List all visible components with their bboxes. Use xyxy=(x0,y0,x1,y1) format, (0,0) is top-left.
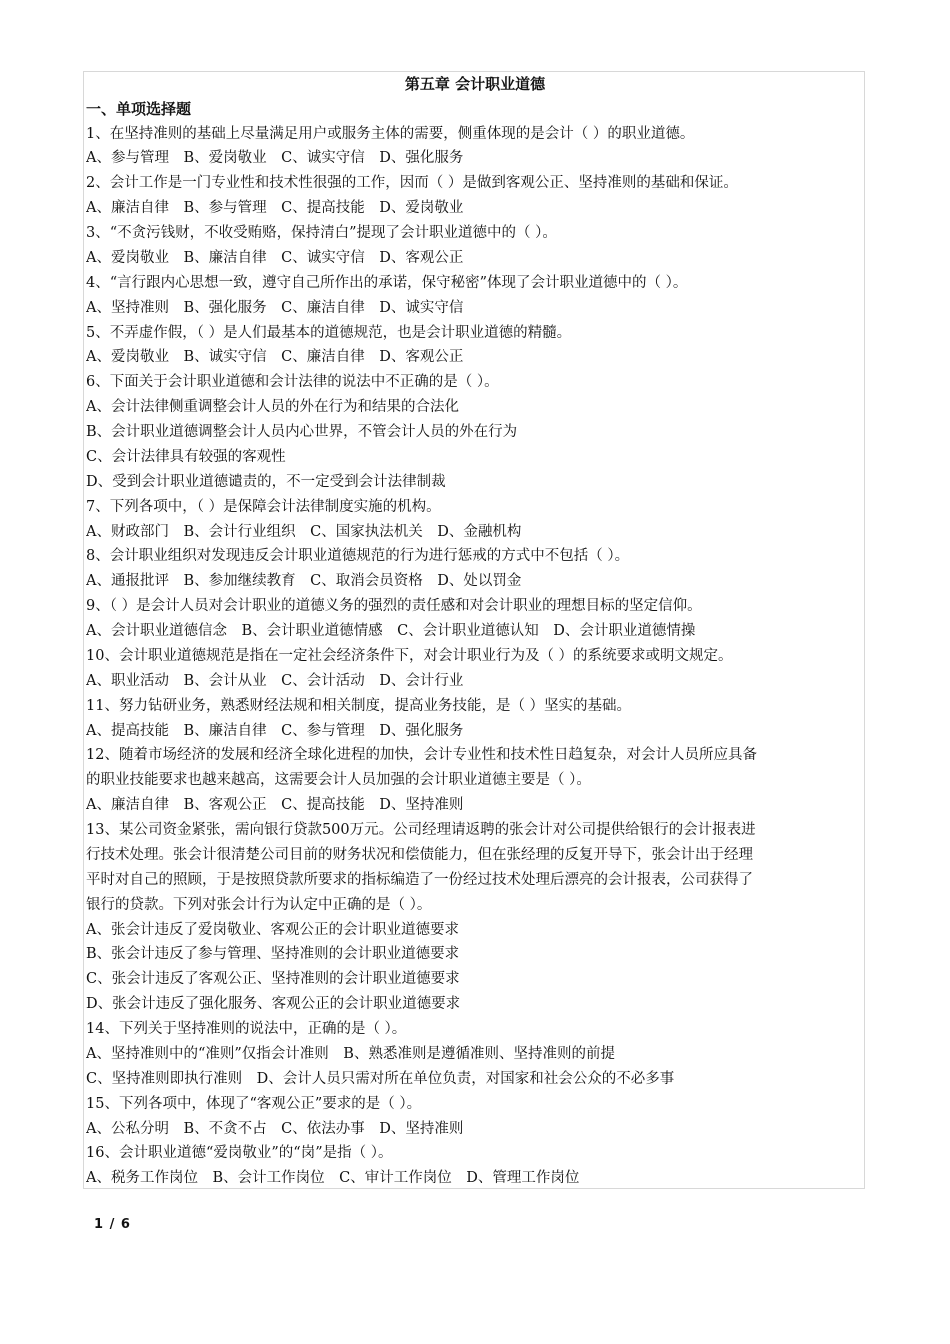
question-text-line: 行技术处理。张会计很清楚公司目前的财务状况和偿债能力，但在张经理的反复开导下，张会计出于经理 xyxy=(86,846,753,863)
question-text-line: 10、会计职业道德规范是指在一定社会经济条件下，对会计职业行为及（ ）的系统要求或明文规定。 xyxy=(86,647,733,664)
question-text-line: 5、不弄虚作假，（ ）是人们最基本的道德规范，也是会计职业道德的精髓。 xyxy=(86,324,572,341)
question-text-line: 15、下列各项中，体现了“客观公正”要求的是（ ）。 xyxy=(86,1095,422,1112)
question-text-line: 9、（ ）是会计人员对会计职业的道德义务的强烈的责任感和对会计职业的理想目标的坚定信仰。 xyxy=(86,598,702,615)
question-text-line: 3、“不贪污钱财，不收受贿赂，保持清白”提现了会计职业道德中的（ ）。 xyxy=(86,225,557,242)
answer-options-line: A、会计法律侧重调整会计人员的外在行为和结果的合法化 xyxy=(86,399,459,416)
answer-options-line: A、职业活动 B、会计从业 C、会计活动 D、会计行业 xyxy=(86,672,464,689)
section-heading: 一、单项选择题 xyxy=(86,100,192,118)
chapter-title: 第五章 会计职业道德 xyxy=(404,75,546,93)
answer-options-line: B、张会计违反了参与管理、坚持准则的会计职业道德要求 xyxy=(86,946,460,963)
answer-options-line: D、受到会计职业道德谴责的，不一定受到会计法律制裁 xyxy=(86,473,446,490)
answer-options-line: A、廉洁自律 B、参与管理 C、提高技能 D、爱岗敬业 xyxy=(86,200,464,217)
answer-options-line: C、坚持准则即执行准则 D、会计人员只需对所在单位负责，对国家和社会公众的不必多事 xyxy=(86,1070,675,1087)
question-text-line: 11、努力钻研业务，熟悉财经法规和相关制度，提高业务技能，是（ ）坚实的基础。 xyxy=(86,697,632,714)
answer-options-line: A、参与管理 B、爱岗敬业 C、诚实守信 D、强化服务 xyxy=(86,150,464,167)
question-text-line: 2、会计工作是一门专业性和技术性很强的工作，因而（ ）是做到客观公正、坚持准则的基础和保证。 xyxy=(86,175,738,192)
answer-options-line: C、张会计违反了客观公正、坚持准则的会计职业道德要求 xyxy=(86,971,460,988)
question-text-line: 16、会计职业道德“爱岗敬业”的“岗”是指（ ）。 xyxy=(86,1145,393,1162)
answer-options-line: A、提高技能 B、廉洁自律 C、参与管理 D、强化服务 xyxy=(86,722,464,739)
answer-options-line: A、爱岗敬业 B、廉洁自律 C、诚实守信 D、客观公正 xyxy=(86,249,464,266)
answer-options-line: A、廉洁自律 B、客观公正 C、提高技能 D、坚持准则 xyxy=(86,797,464,814)
question-text-line: 银行的贷款。下列对张会计行为认定中正确的是（ ）。 xyxy=(86,896,432,913)
question-text-line: 平时对自己的照顾，于是按照贷款所要求的指标编造了一份经过技术处理后漂亮的会计报表，公司获得了 xyxy=(86,871,753,888)
question-text-line: 4、“言行跟内心思想一致，遵守自己所作出的承诺，保守秘密”体现了会计职业道德中的（ ）。 xyxy=(86,274,688,291)
question-text-line: 的职业技能要求也越来越高，这需要会计人员加强的会计职业道德主要是（ ）。 xyxy=(86,772,591,789)
question-text-line: 14、下列关于坚持准则的说法中，正确的是（ ）。 xyxy=(86,1021,407,1038)
answer-options-line: A、财政部门 B、会计行业组织 C、国家执法机关 D、金融机构 xyxy=(86,523,522,540)
answer-options-line: A、张会计违反了爱岗敬业、客观公正的会计职业道德要求 xyxy=(86,921,459,938)
answer-options-line: A、通报批评 B、参加继续教育 C、取消会员资格 D、处以罚金 xyxy=(86,573,522,590)
question-text-line: 7、下列各项中，（ ）是保障会计法律制度实施的机构。 xyxy=(86,498,441,515)
answer-options-line: A、坚持准则中的“准则”仅指会计准则 B、熟悉准则是遵循准则、坚持准则的前提 xyxy=(86,1045,615,1062)
answer-options-line: C、会计法律具有较强的客观性 xyxy=(86,448,286,465)
answer-options-line: A、公私分明 B、不贪不占 C、依法办事 D、坚持准则 xyxy=(86,1120,464,1137)
page-number: 1 / 6 xyxy=(94,1217,131,1232)
answer-options-line: A、坚持准则 B、强化服务 C、廉洁自律 D、诚实守信 xyxy=(86,299,464,316)
answer-options-line: B、会计职业道德调整会计人员内心世界，不管会计人员的外在行为 xyxy=(86,424,518,441)
answer-options-line: D、张会计违反了强化服务、客观公正的会计职业道德要求 xyxy=(86,996,461,1013)
question-text-line: 1、在坚持准则的基础上尽量满足用户或服务主体的需要，侧重体现的是会计（ ）的职业道德。 xyxy=(86,125,695,142)
question-text-line: 6、下面关于会计职业道德和会计法律的说法中不正确的是（ ）。 xyxy=(86,374,499,391)
answer-options-line: A、会计职业道德信念 B、会计职业道德情感 C、会计职业道德认知 D、会计职业道德情操 xyxy=(86,623,696,640)
answer-options-line: A、税务工作岗位 B、会计工作岗位 C、审计工作岗位 D、管理工作岗位 xyxy=(86,1170,580,1187)
question-text-line: 12、随着市场经济的发展和经济全球化进程的加快，会计专业性和技术性日趋复杂，对会计人员所应具备 xyxy=(86,747,757,764)
answer-options-line: A、爱岗敬业 B、诚实守信 C、廉洁自律 D、客观公正 xyxy=(86,349,464,366)
document-body xyxy=(86,73,864,1191)
question-text-line: 8、会计职业组织对发现违反会计职业道德规范的行为进行惩戒的方式中不包括（ ）。 xyxy=(86,548,630,565)
question-text-line: 13、某公司资金紧张，需向银行贷款500万元。公司经理请返聘的张会计对公司提供给银行的会计报表进 xyxy=(86,822,756,839)
question-list xyxy=(86,122,864,1192)
